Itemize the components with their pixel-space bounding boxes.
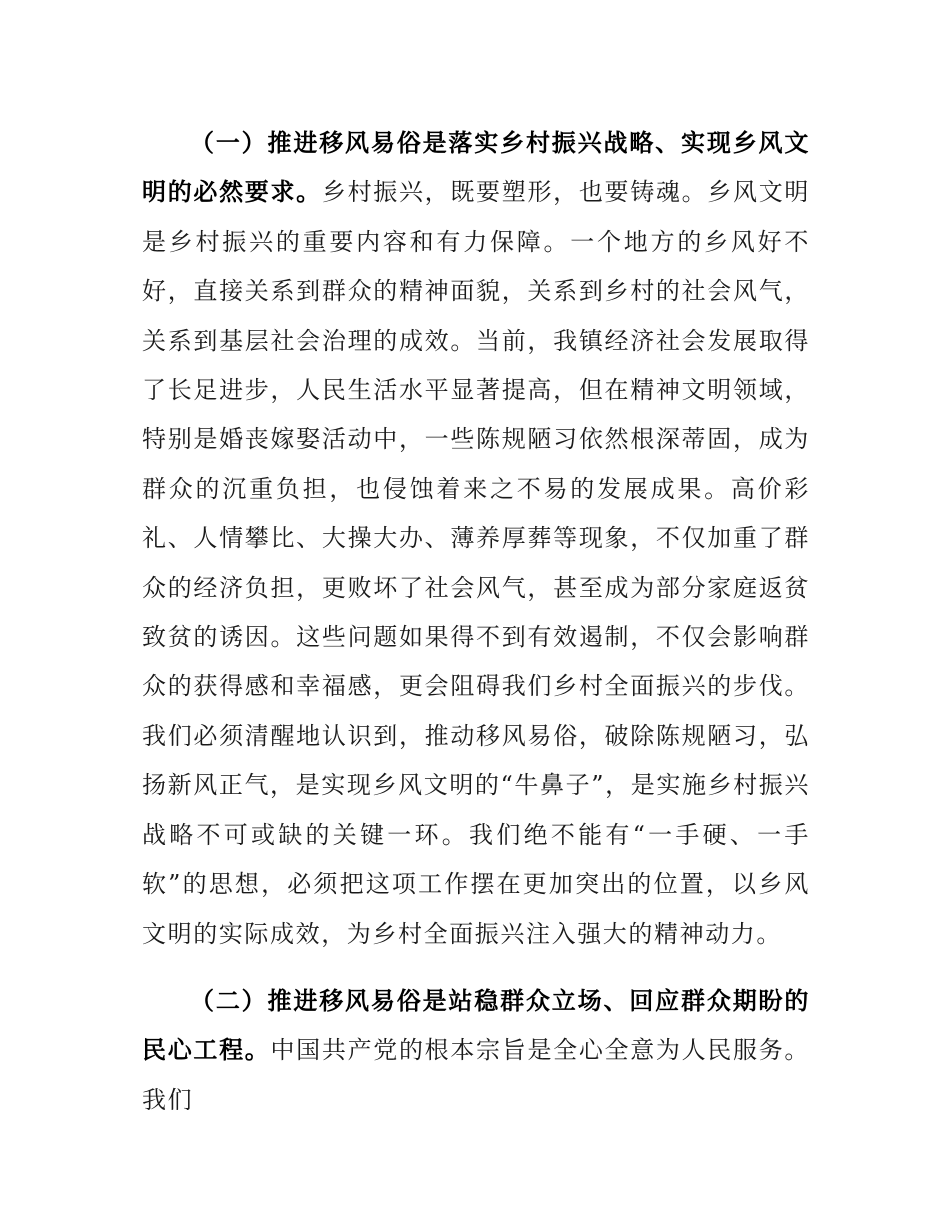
paragraph-1 bbox=[142, 119, 810, 959]
paragraph-1-body: 乡村振兴，既要塑形，也要铸魂。乡风文明是乡村振兴的重要内容和有力保障。一个地方的乡风好不好，直接关系到群众的精神面貌，关系到乡村的社会风气，关系到基层社会治理的成效。当前，我镇经济社会发展取得了长足进步，人民生活水平显著提高，但在精神文明领域，特别是婚丧嫁娶活动中，一些陈规陋习依然根深蒂固，成为群众的沉重负担，也侵蚀着来之不易的发展成果。高价彩礼、人情攀比、大操大办、薄养厚葬等现象，不仅加重了群众的经济负担，更败坏了社会风气，甚至成为部分家庭返贫致贫的诱因。这些问题如果得不到有效遏制，不仅会影响群众的获得感和幸福感，更会阻碍我们乡村全面振兴的步伐。我们必须清醒地认识到，推动移风易俗，破除陈规陋习，弘扬新风正气，是实现乡风文明的“牛鼻子”，是实施乡村振兴战略不可或缺的关键一环。我们绝不能有“一手硬、一手软”的思想，必须把这项工作摆在更加突出的位置，以乡风文明的实际成效，为乡村全面振兴注入强大的精神动力。 bbox=[142, 178, 810, 948]
paragraph-2-heading: （二）推进移风易俗是站稳群众立场、回应群众期盼的民心工程。 bbox=[142, 987, 810, 1065]
paragraph-2-body: 中国共产党的根本宗旨是全心全意为人民服务。我们 bbox=[142, 1036, 810, 1114]
paragraph-1-heading: （一）推进移风易俗是落实乡村振兴战略、实现乡风文明的必然要求。 bbox=[142, 129, 810, 207]
paragraph-2 bbox=[142, 977, 810, 1125]
